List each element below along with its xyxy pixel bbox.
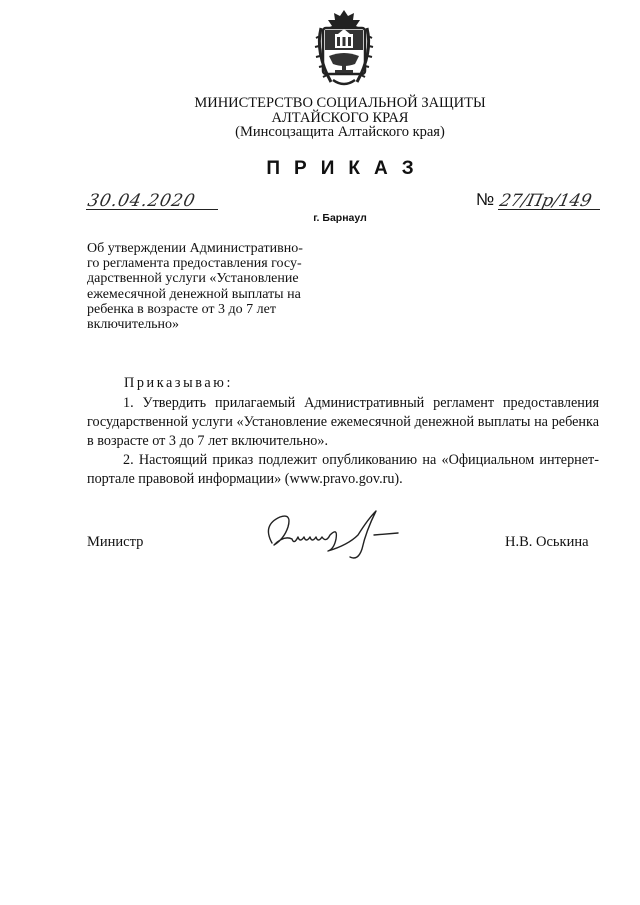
number-underline [498, 209, 600, 210]
document-date: 30.04.2020 [85, 191, 198, 211]
order-word: Приказываю: [124, 375, 233, 391]
signer-position: Министр [87, 534, 144, 550]
order-paragraph-1: 1. Утвердить прилагаемый Административный регламент предоставления государственной услуги «Установление ежемесячной денежной выплаты на ребенка в возрасте от 3 до 7 лет включительно». [87, 395, 599, 449]
subject-line: ребенка в возрасте от 3 до 7 лет [87, 301, 276, 317]
signer-name: Н.В. Оськина [505, 534, 589, 550]
order-paragraph-2: 2. Настоящий приказ подлежит опубликованию на «Официальном интернет-портале правовой информации» (www.pravo.gov.ru). [87, 452, 599, 487]
document-subject [87, 241, 335, 332]
date-underline [86, 209, 218, 210]
subject-line: дарственной услуги «Установление [87, 271, 299, 287]
document-title: ПРИКАЗ [266, 158, 428, 179]
subject-line: го регламента предоставления госу- [87, 256, 302, 272]
subject-line: Об утверждении Административно- [87, 241, 303, 256]
subject-line: включительно» [87, 317, 180, 333]
subject-line: ежемесячной денежной выплаты на [87, 286, 301, 302]
coat-of-arms-icon [311, 8, 377, 88]
ministry-name-line1: МИНИСТЕРСТВО СОЦИАЛЬНОЙ ЗАЩИТЫ [194, 95, 486, 111]
number-label: № [476, 190, 495, 209]
ministry-name-line2: АЛТАЙСКОГО КРАЯ [271, 110, 409, 126]
handwritten-signature [258, 505, 408, 565]
ministry-short-name: (Минсоцзащита Алтайского края) [235, 124, 445, 140]
document-number: 27/Пр/149 [497, 191, 594, 211]
city: г. Барнаул [313, 212, 367, 224]
